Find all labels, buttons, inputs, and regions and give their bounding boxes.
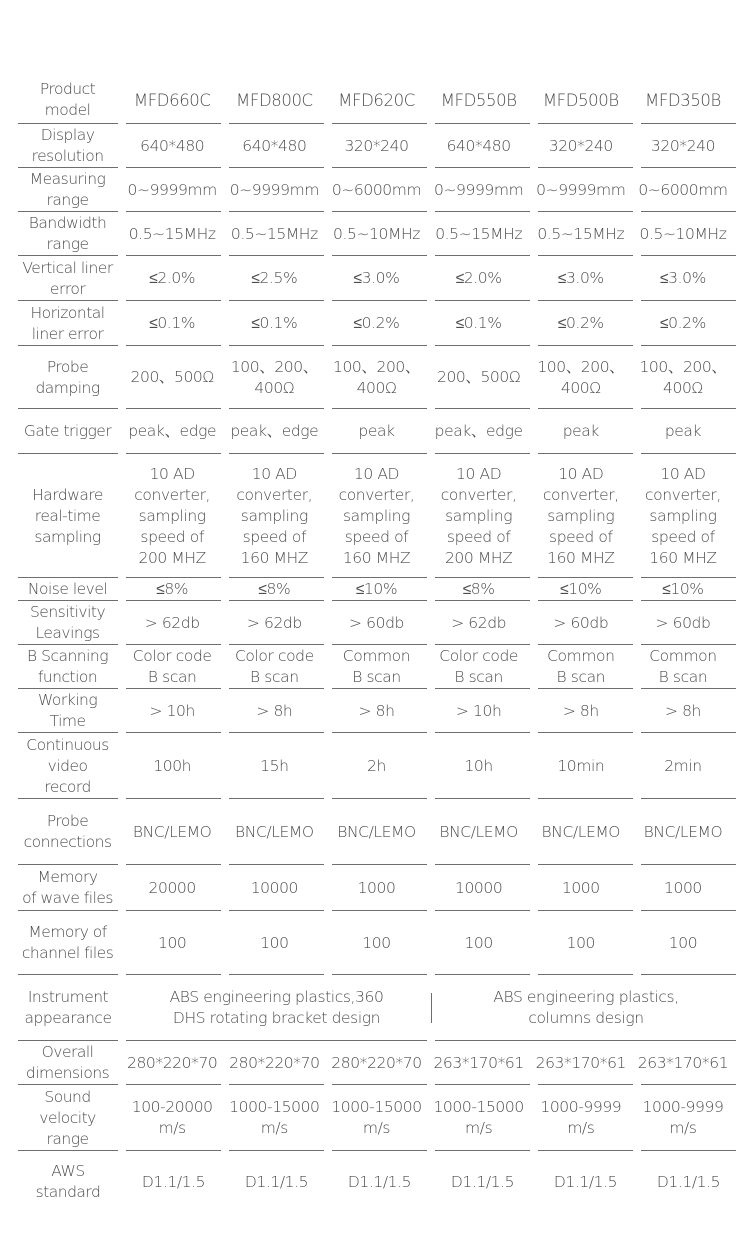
spec-value: > 62db xyxy=(246,613,302,632)
spec-value: > 8h xyxy=(256,701,293,720)
spec-value: Color code B scan xyxy=(234,647,314,686)
spec-value: 320*240 xyxy=(548,136,613,155)
spec-value: 100 xyxy=(260,933,289,952)
spec-value: 0.5~15MHz xyxy=(537,224,625,243)
spec-value: ≤8% xyxy=(258,580,291,598)
spec-value: ≤0.2% xyxy=(353,314,400,332)
column-header-model: MFD660C xyxy=(133,90,211,110)
spec-value: 20000 xyxy=(148,878,196,897)
spec-row xyxy=(18,865,738,911)
spec-value: > 60db xyxy=(349,613,404,632)
spec-value: ≤0.2% xyxy=(557,314,604,332)
header-row xyxy=(18,76,738,124)
spec-value: 100、200、 400Ω xyxy=(333,357,420,397)
spec-row xyxy=(18,346,738,409)
spec-value: BNC/LEMO xyxy=(337,822,416,841)
spec-value: ≤10% xyxy=(355,580,398,598)
spec-value: ≤3.0% xyxy=(353,269,400,287)
spec-label: Probe connections xyxy=(23,812,112,851)
spec-value: ≤0.1% xyxy=(149,314,196,332)
spec-row xyxy=(18,1085,738,1151)
spec-value: > 60db xyxy=(655,613,711,632)
spec-value: 1000-15000 m/s xyxy=(229,1098,320,1137)
spec-value: 0.5~15MHz xyxy=(230,224,318,243)
spec-value: ≤8% xyxy=(156,580,189,598)
spec-value: 0~9999mm xyxy=(536,180,626,199)
appearance-row xyxy=(18,975,738,1041)
spec-value: 0.5~15MHz xyxy=(435,224,523,243)
spec-value: 280*220*70 xyxy=(126,1053,218,1072)
spec-value: 263*170*61 xyxy=(535,1053,627,1072)
spec-value: 200、500Ω xyxy=(436,368,521,386)
spec-value: 10h xyxy=(464,756,493,775)
spec-label: Sound velocity range xyxy=(39,1087,96,1148)
spec-value: 0~9999mm xyxy=(229,180,319,199)
spec-value: 100 xyxy=(566,933,595,952)
spec-value: ≤8% xyxy=(462,580,495,598)
spec-label: Instrument appearance xyxy=(24,988,112,1027)
spec-value: 280*220*70 xyxy=(229,1053,320,1072)
spec-value: peak xyxy=(664,422,702,440)
spec-comparison-table xyxy=(18,76,738,1213)
spec-value: 100h xyxy=(153,756,192,775)
spec-value: 640*480 xyxy=(242,136,307,155)
spec-label: Overall dimensions xyxy=(25,1043,110,1082)
spec-value: 1000-9999 m/s xyxy=(540,1098,622,1137)
spec-row xyxy=(18,124,738,168)
column-header-model: MFD550B xyxy=(440,90,517,110)
spec-row xyxy=(18,645,738,689)
spec-label: Display resolution xyxy=(31,126,104,165)
spec-row xyxy=(18,1151,738,1213)
spec-value: 0.5~10MHz xyxy=(333,224,420,243)
spec-value: 100、200、 400Ω xyxy=(639,357,727,397)
spec-label: Noise level xyxy=(27,580,108,598)
spec-value: 0~6000mm xyxy=(331,180,422,199)
spec-value: 1000 xyxy=(561,878,600,897)
spec-label: Gate trigger xyxy=(23,422,112,440)
spec-value: 10 AD converter, sampling speed of 160 MHZ xyxy=(645,464,721,567)
spec-label: Vertical liner error xyxy=(22,258,113,298)
spec-label: Working Time xyxy=(37,691,98,730)
spec-value: ≤0.2% xyxy=(660,314,706,332)
spec-label: Sensitivity Leavings xyxy=(29,603,106,642)
spec-value: 263*170*61 xyxy=(433,1053,524,1072)
spec-value: 100 xyxy=(362,933,391,952)
spec-value: 10 AD converter, sampling speed of 160 MHZ xyxy=(236,464,313,567)
spec-label: Horizontal liner error xyxy=(30,303,105,343)
spec-row xyxy=(18,168,738,212)
spec-value: > 10h xyxy=(455,701,502,720)
spec-value: > 10h xyxy=(149,701,195,720)
spec-value: Common B scan xyxy=(547,647,615,686)
spec-row xyxy=(18,212,738,256)
spec-row xyxy=(18,601,738,645)
appearance-c-series: ABS engineering plastics,360 DHS rotating bracket design xyxy=(169,988,384,1027)
column-header-model: MFD800C xyxy=(236,90,313,110)
spec-value: ≤0.1% xyxy=(455,314,502,332)
spec-value: 2h xyxy=(367,756,386,775)
appearance-b-series: ABS engineering plastics, columns design xyxy=(493,988,679,1027)
spec-value: D1.1/1.5 xyxy=(450,1172,515,1191)
spec-value: 1000-9999 m/s xyxy=(642,1098,724,1137)
spec-row xyxy=(18,256,738,301)
spec-label: Probe damping xyxy=(35,357,100,397)
spec-value: 10000 xyxy=(250,878,298,897)
spec-value: 10 AD converter, sampling speed of 160 MHZ xyxy=(338,464,415,567)
spec-value: 0~6000mm xyxy=(638,180,728,199)
spec-value: 320*240 xyxy=(344,136,409,155)
spec-value: 100-20000 m/s xyxy=(131,1098,213,1137)
spec-value: 10 AD converter, sampling speed of 160 MHZ xyxy=(542,464,619,567)
spec-value: > 60db xyxy=(553,613,609,632)
spec-value: 100 xyxy=(464,933,493,952)
spec-value: ≤10% xyxy=(662,580,704,598)
spec-value: 10 AD converter, sampling speed of 200 MHZ xyxy=(440,464,517,567)
spec-row xyxy=(18,733,738,799)
spec-value: 263*170*61 xyxy=(637,1053,729,1072)
spec-row xyxy=(18,689,738,733)
spec-value: peak、edge xyxy=(434,422,523,440)
spec-label: AWS standard xyxy=(35,1162,101,1201)
spec-value: 0.5~15MHz xyxy=(128,224,216,243)
spec-label: Continuous video record xyxy=(26,735,109,796)
spec-value: Color code B scan xyxy=(439,647,519,686)
spec-value: ≤3.0% xyxy=(557,269,604,287)
spec-value: ≤0.1% xyxy=(251,314,298,332)
spec-value: BNC/LEMO xyxy=(439,822,518,841)
spec-value: Color code B scan xyxy=(132,647,212,686)
spec-row xyxy=(18,911,738,975)
spec-value: peak、edge xyxy=(230,422,319,440)
spec-value: BNC/LEMO xyxy=(541,822,621,841)
spec-label: Hardware real-time sampling xyxy=(32,485,103,546)
spec-value: D1.1/1.5 xyxy=(141,1172,206,1191)
column-header-model: MFD620C xyxy=(338,90,415,110)
spec-value: D1.1/1.5 xyxy=(347,1172,412,1191)
spec-value: D1.1/1.5 xyxy=(244,1172,309,1191)
spec-label: Memory of channel files xyxy=(21,923,114,962)
spec-value: 320*240 xyxy=(650,136,716,155)
spec-value: 10000 xyxy=(455,878,503,897)
spec-value: D1.1/1.5 xyxy=(553,1172,618,1191)
spec-value: 1000-15000 m/s xyxy=(331,1098,422,1137)
spec-value: 280*220*70 xyxy=(331,1053,422,1072)
spec-row xyxy=(18,799,738,865)
spec-value: ≤2.5% xyxy=(251,269,298,287)
spec-value: ≤10% xyxy=(560,580,602,598)
spec-value: > 62db xyxy=(144,613,200,632)
spec-value: 640*480 xyxy=(446,136,511,155)
column-header-model: MFD350B xyxy=(645,90,721,110)
spec-value: 100、200、 400Ω xyxy=(230,357,318,397)
spec-value: 0~9999mm xyxy=(127,180,217,199)
spec-label: B Scanning function xyxy=(27,647,109,686)
spec-value: BNC/LEMO xyxy=(235,822,314,841)
spec-value: 15h xyxy=(260,756,289,775)
spec-value: D1.1/1.5 xyxy=(656,1172,721,1191)
spec-value: 0~9999mm xyxy=(434,180,524,199)
spec-row xyxy=(18,301,738,346)
spec-value: > 62db xyxy=(451,613,507,632)
header-label: Product model xyxy=(39,80,96,119)
spec-value: 100 xyxy=(668,933,698,952)
spec-value: ≤2.0% xyxy=(455,269,502,287)
spec-value: 10 AD converter, sampling speed of 200 MHZ xyxy=(134,464,211,567)
spec-label: Memory of wave files xyxy=(22,868,113,907)
spec-value: BNC/LEMO xyxy=(132,822,212,841)
spec-value: 1000 xyxy=(664,878,702,897)
spec-value: 100 xyxy=(157,933,187,952)
spec-row xyxy=(18,1041,738,1085)
spec-value: 10min xyxy=(557,756,605,775)
spec-value: peak、edge xyxy=(128,422,217,440)
spec-label: Measuring range xyxy=(29,170,106,209)
spec-value: 100、200、 400Ω xyxy=(537,357,625,397)
spec-label: Bandwidth range xyxy=(28,214,107,253)
spec-row xyxy=(18,409,738,454)
spec-value: 200、500Ω xyxy=(130,368,214,386)
spec-value: Common B scan xyxy=(649,647,717,686)
spec-value: ≤2.0% xyxy=(149,269,196,287)
column-separator xyxy=(431,993,432,1023)
spec-value: ≤3.0% xyxy=(660,269,706,287)
column-header-model: MFD500B xyxy=(542,90,619,110)
spec-row xyxy=(18,578,738,601)
spec-value: > 8h xyxy=(664,701,701,720)
spec-value: 2min xyxy=(664,756,702,775)
spec-value: 640*480 xyxy=(140,136,205,155)
spec-value: peak xyxy=(562,422,599,440)
spec-value: 1000-15000 m/s xyxy=(433,1098,524,1137)
spec-value: Common B scan xyxy=(342,647,411,686)
spec-value: 1000 xyxy=(357,878,396,897)
spec-value: > 8h xyxy=(358,701,395,720)
spec-value: peak xyxy=(358,422,395,440)
spec-value: BNC/LEMO xyxy=(643,822,723,841)
spec-value: 0.5~10MHz xyxy=(639,224,727,243)
spec-value: > 8h xyxy=(562,701,599,720)
spec-row xyxy=(18,454,738,578)
